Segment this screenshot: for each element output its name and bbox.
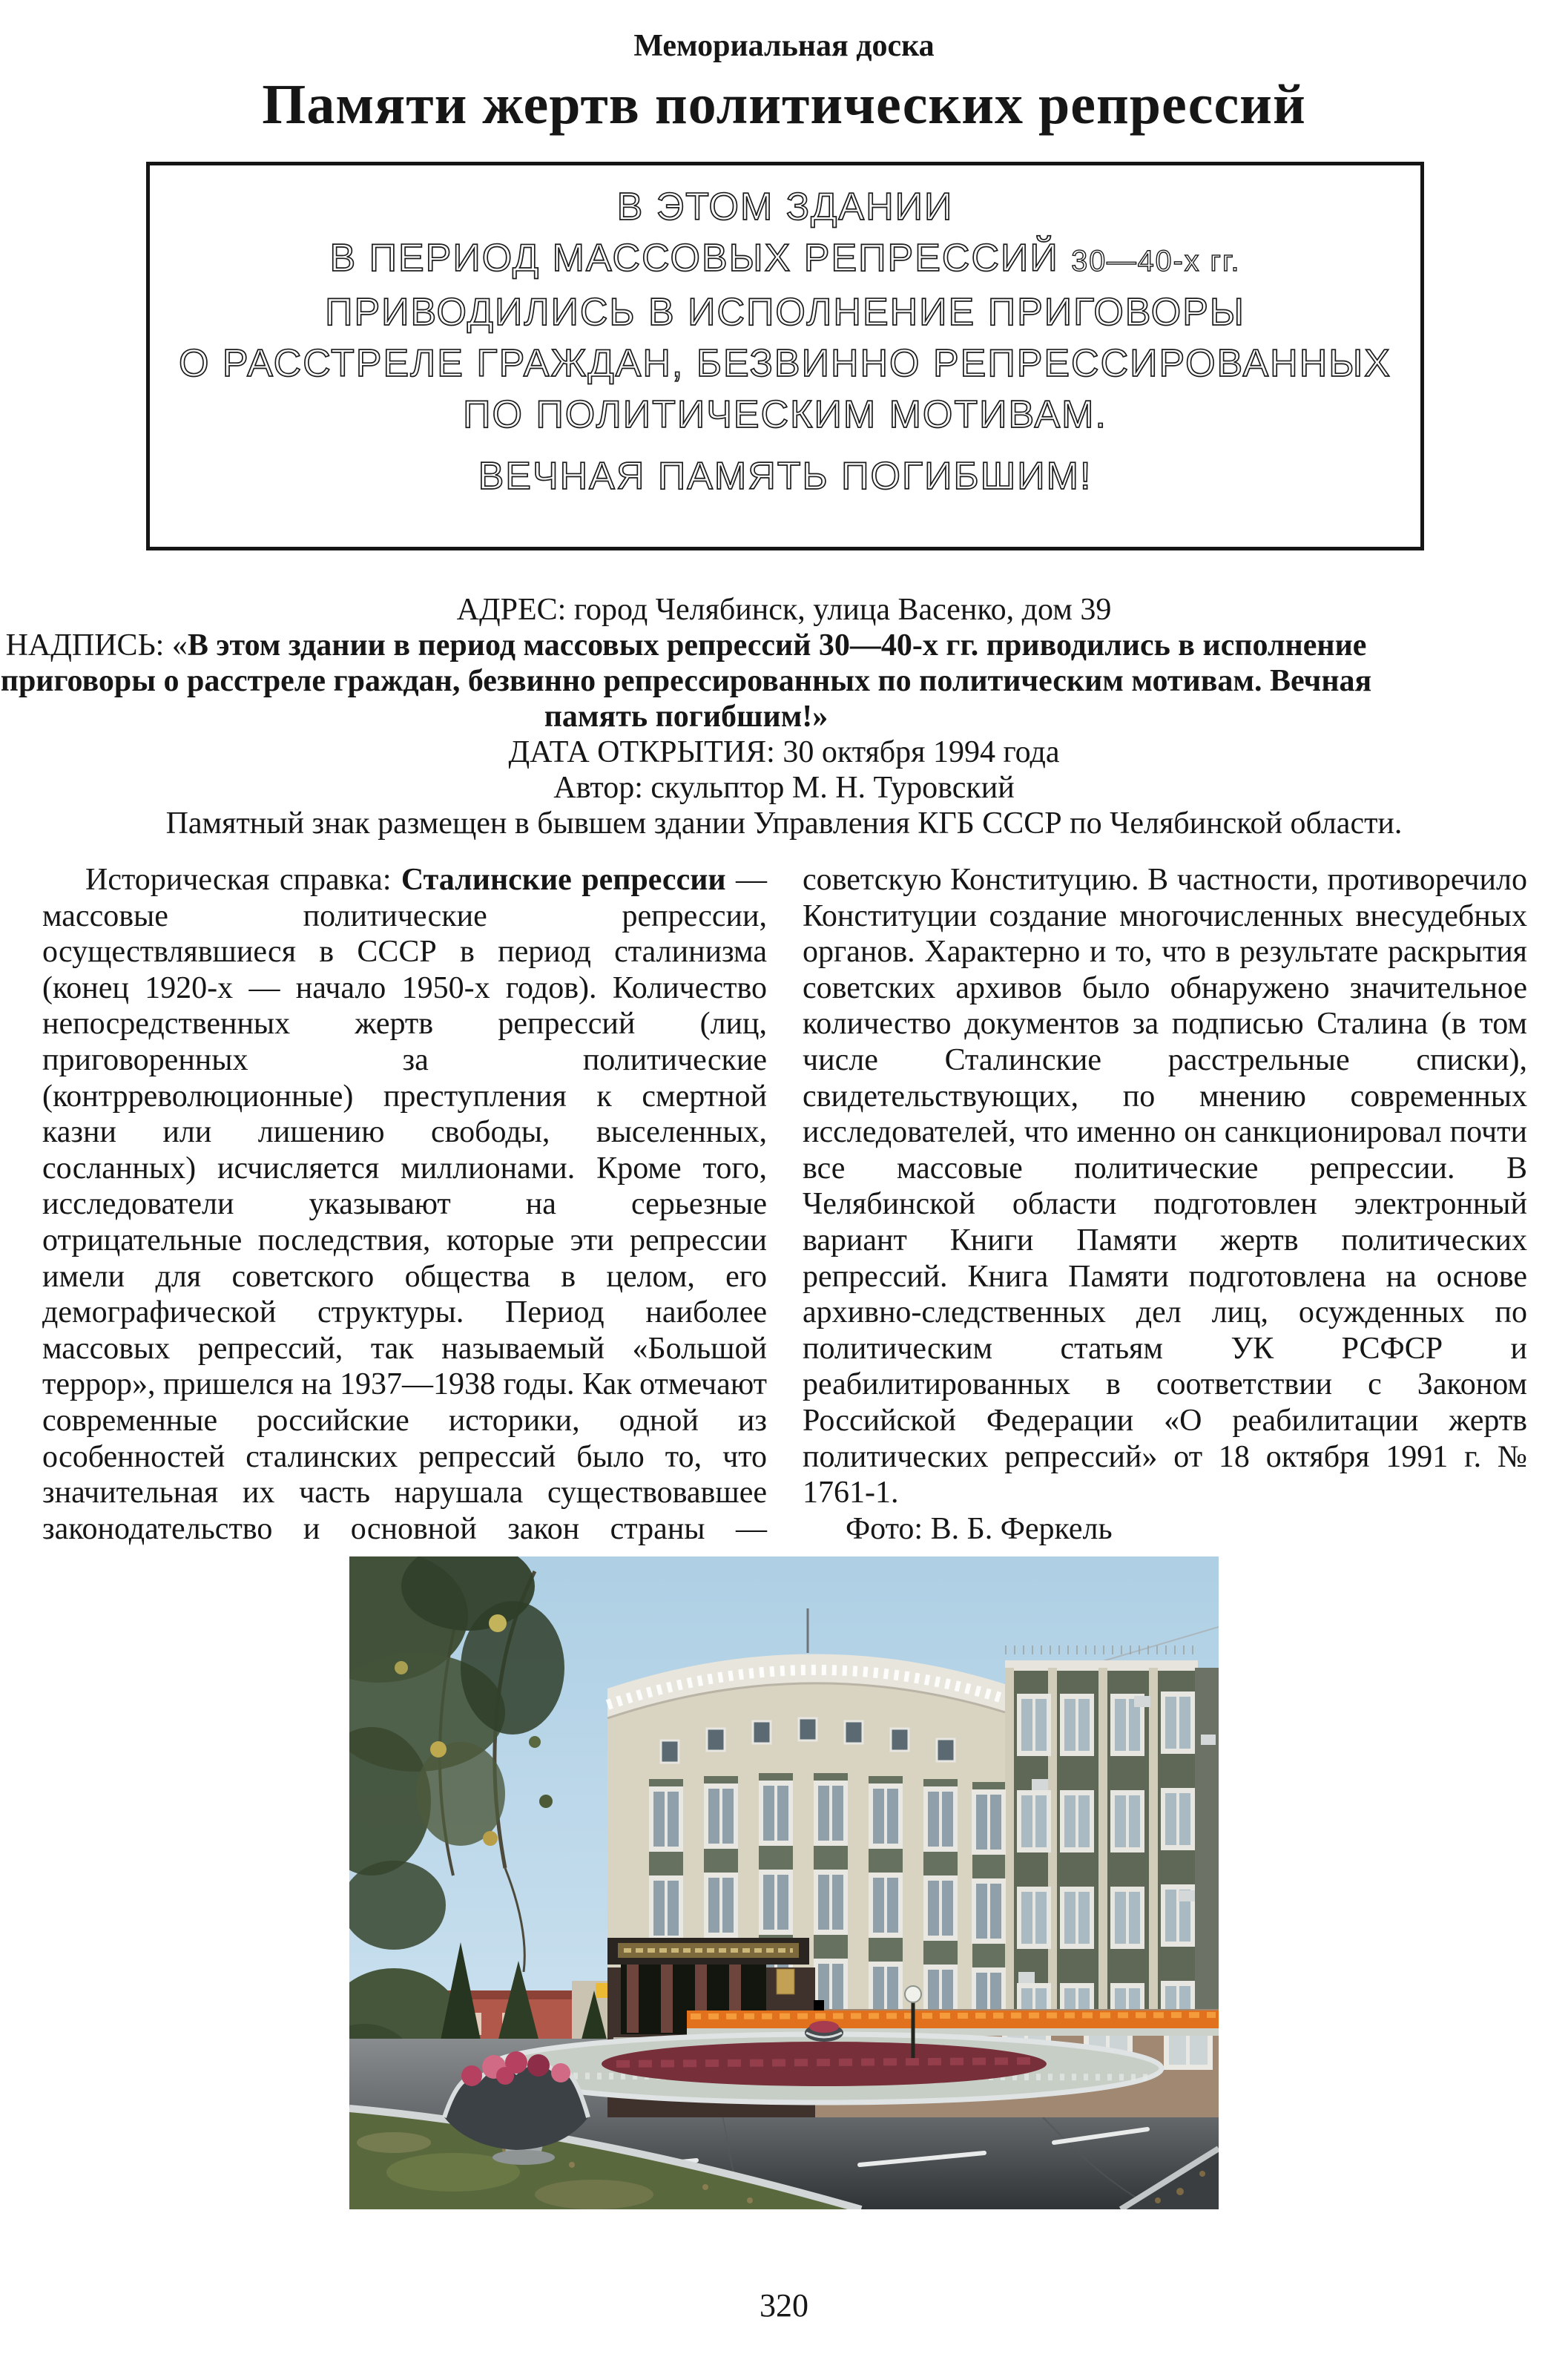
attic-window (799, 1718, 817, 1740)
building-photo-svg (349, 1556, 1219, 2209)
building-photo (349, 1556, 1219, 2209)
inscription-line (0, 628, 1372, 734)
plaque-line-6: ВЕЧНАЯ ПАМЯТЬ ПОГИБШИМ! (478, 455, 1093, 498)
entrance-column (627, 1965, 639, 2033)
historical-note-label: Историческая справка: (85, 863, 401, 897)
attic-window (661, 1740, 679, 1763)
plaque-line-4: О РАССТРЕЛЕ ГРАЖДАН, БЕЗВИННО РЕПРЕССИРОВАННЫХ (179, 342, 1391, 385)
attic-window (707, 1729, 725, 1751)
monument-details (0, 592, 1568, 841)
marigold-border (687, 2011, 1219, 2036)
attic-window (753, 1721, 771, 1743)
ac-unit (1018, 1972, 1035, 1983)
plaque-line-2-years: 30—40-х гг. (1071, 245, 1241, 277)
historical-note-paragraph (42, 862, 1527, 1556)
attic-window (891, 1729, 909, 1751)
plaque-line-3: ПРИВОДИЛИСЬ В ИСПОЛНЕНИЕ ПРИГОВОРЫ (325, 291, 1245, 334)
oval-flower-bed (487, 2034, 1162, 2103)
photo-credit: Фото: В. Б. Феркель (846, 1511, 1113, 1546)
plaque-line-5: ПО ПОЛИТИЧЕСКИМ МОТИВАМ. (463, 393, 1107, 436)
plaque-line-2 (150, 233, 1420, 287)
ac-unit (1032, 1779, 1048, 1790)
ac-unit (1201, 1735, 1216, 1745)
page-number: 320 (760, 2287, 808, 2324)
plaque-line-2-main: В ПЕРИОД МАССОВЫХ РЕПРЕССИЙ (329, 237, 1059, 280)
inscription-text: В этом здании в период массовых репрессий 30—40-х гг. приводились в исполнение приговоры о расстреле граждан, безвинно репрессированных по политическим мотивам. Вечная память погибшим!» (0, 628, 1372, 734)
ac-unit (1179, 1890, 1195, 1901)
inscription-label: НАДПИСЬ: « (5, 628, 188, 663)
entrance-column (661, 1965, 673, 2033)
memorial-plaque-on-wall (777, 1969, 794, 1994)
plaque-line-1: В ЭТОМ ЗДАНИИ (616, 185, 954, 229)
historical-note-columns (42, 862, 1527, 1556)
ac-unit (1134, 1696, 1150, 1707)
page-title: Памяти жертв политических репрессий (262, 73, 1306, 136)
page-kicker: Мемориальная доска (633, 29, 935, 63)
opening-date-line: ДАТА ОТКРЫТИЯ: 30 октября 1994 года (508, 735, 1060, 769)
attic-window (845, 1721, 863, 1743)
memorial-plaque-frame (146, 162, 1424, 550)
placement-line: Памятный знак размещен в бывшем здании Управления КГБ СССР по Челябинской области. (165, 806, 1403, 841)
attic-window (937, 1739, 955, 1761)
historical-note-term: Сталинские репрессии (401, 863, 726, 897)
author-line: Автор: скульптор М. Н. Туровский (553, 771, 1015, 805)
address-line: АДРЕС: город Челябинск, улица Васенко, дом 39 (456, 593, 1112, 627)
historical-note-body: — массовые политические репрессии, осуществлявшиеся в СССР в период сталинизма (конец 1920-х — начало 1950-х годов). Количество непосредственных жертв репрессий (лиц, приговоренных за политические (контрреволюционные) преступления к смертной казни или лишению свободы, выселенных, сосланных) исчисляется миллионами. Кроме того, исследователи указывают на серьезные отрицательные последствия, которые эти репрессии имели для советского общества в целом, его демографической структуры. Период наиболее массовых репрессий, так называемый «Большой террор», пришелся на 1937—1938 годы. Как отмечают современные российские историки, одной из особенностей сталинских репрессий было то, что значительная их часть нарушала существовавшее законодательство и основной закон страны — советскую Конституцию. В частности, противоречило Конституции создание многочисленных внесудебных органов. Характерно и то, что в результате раскрытия советских архивов было обнаружено значительное количество документов за подписью Сталина (в том числе Сталинские расстрельные списки), свидетельствующих, по мнению современных исследователей, что именно он санкционировал почти все массовые политические репрессии. В Челябинской области подготовлен электронный вариант Книги Памяти жертв политических репрессий. Книга Памяти подготовлена на основе архивно-следственных дел лиц, осужденных по политическим статьям УК РСФСР и реабилитированных в соответствии с Законом Российской Федерации «О реабилитации жертв политических репрессий» от 18 октября 1991 г. № 1761-1. (42, 863, 1527, 1546)
